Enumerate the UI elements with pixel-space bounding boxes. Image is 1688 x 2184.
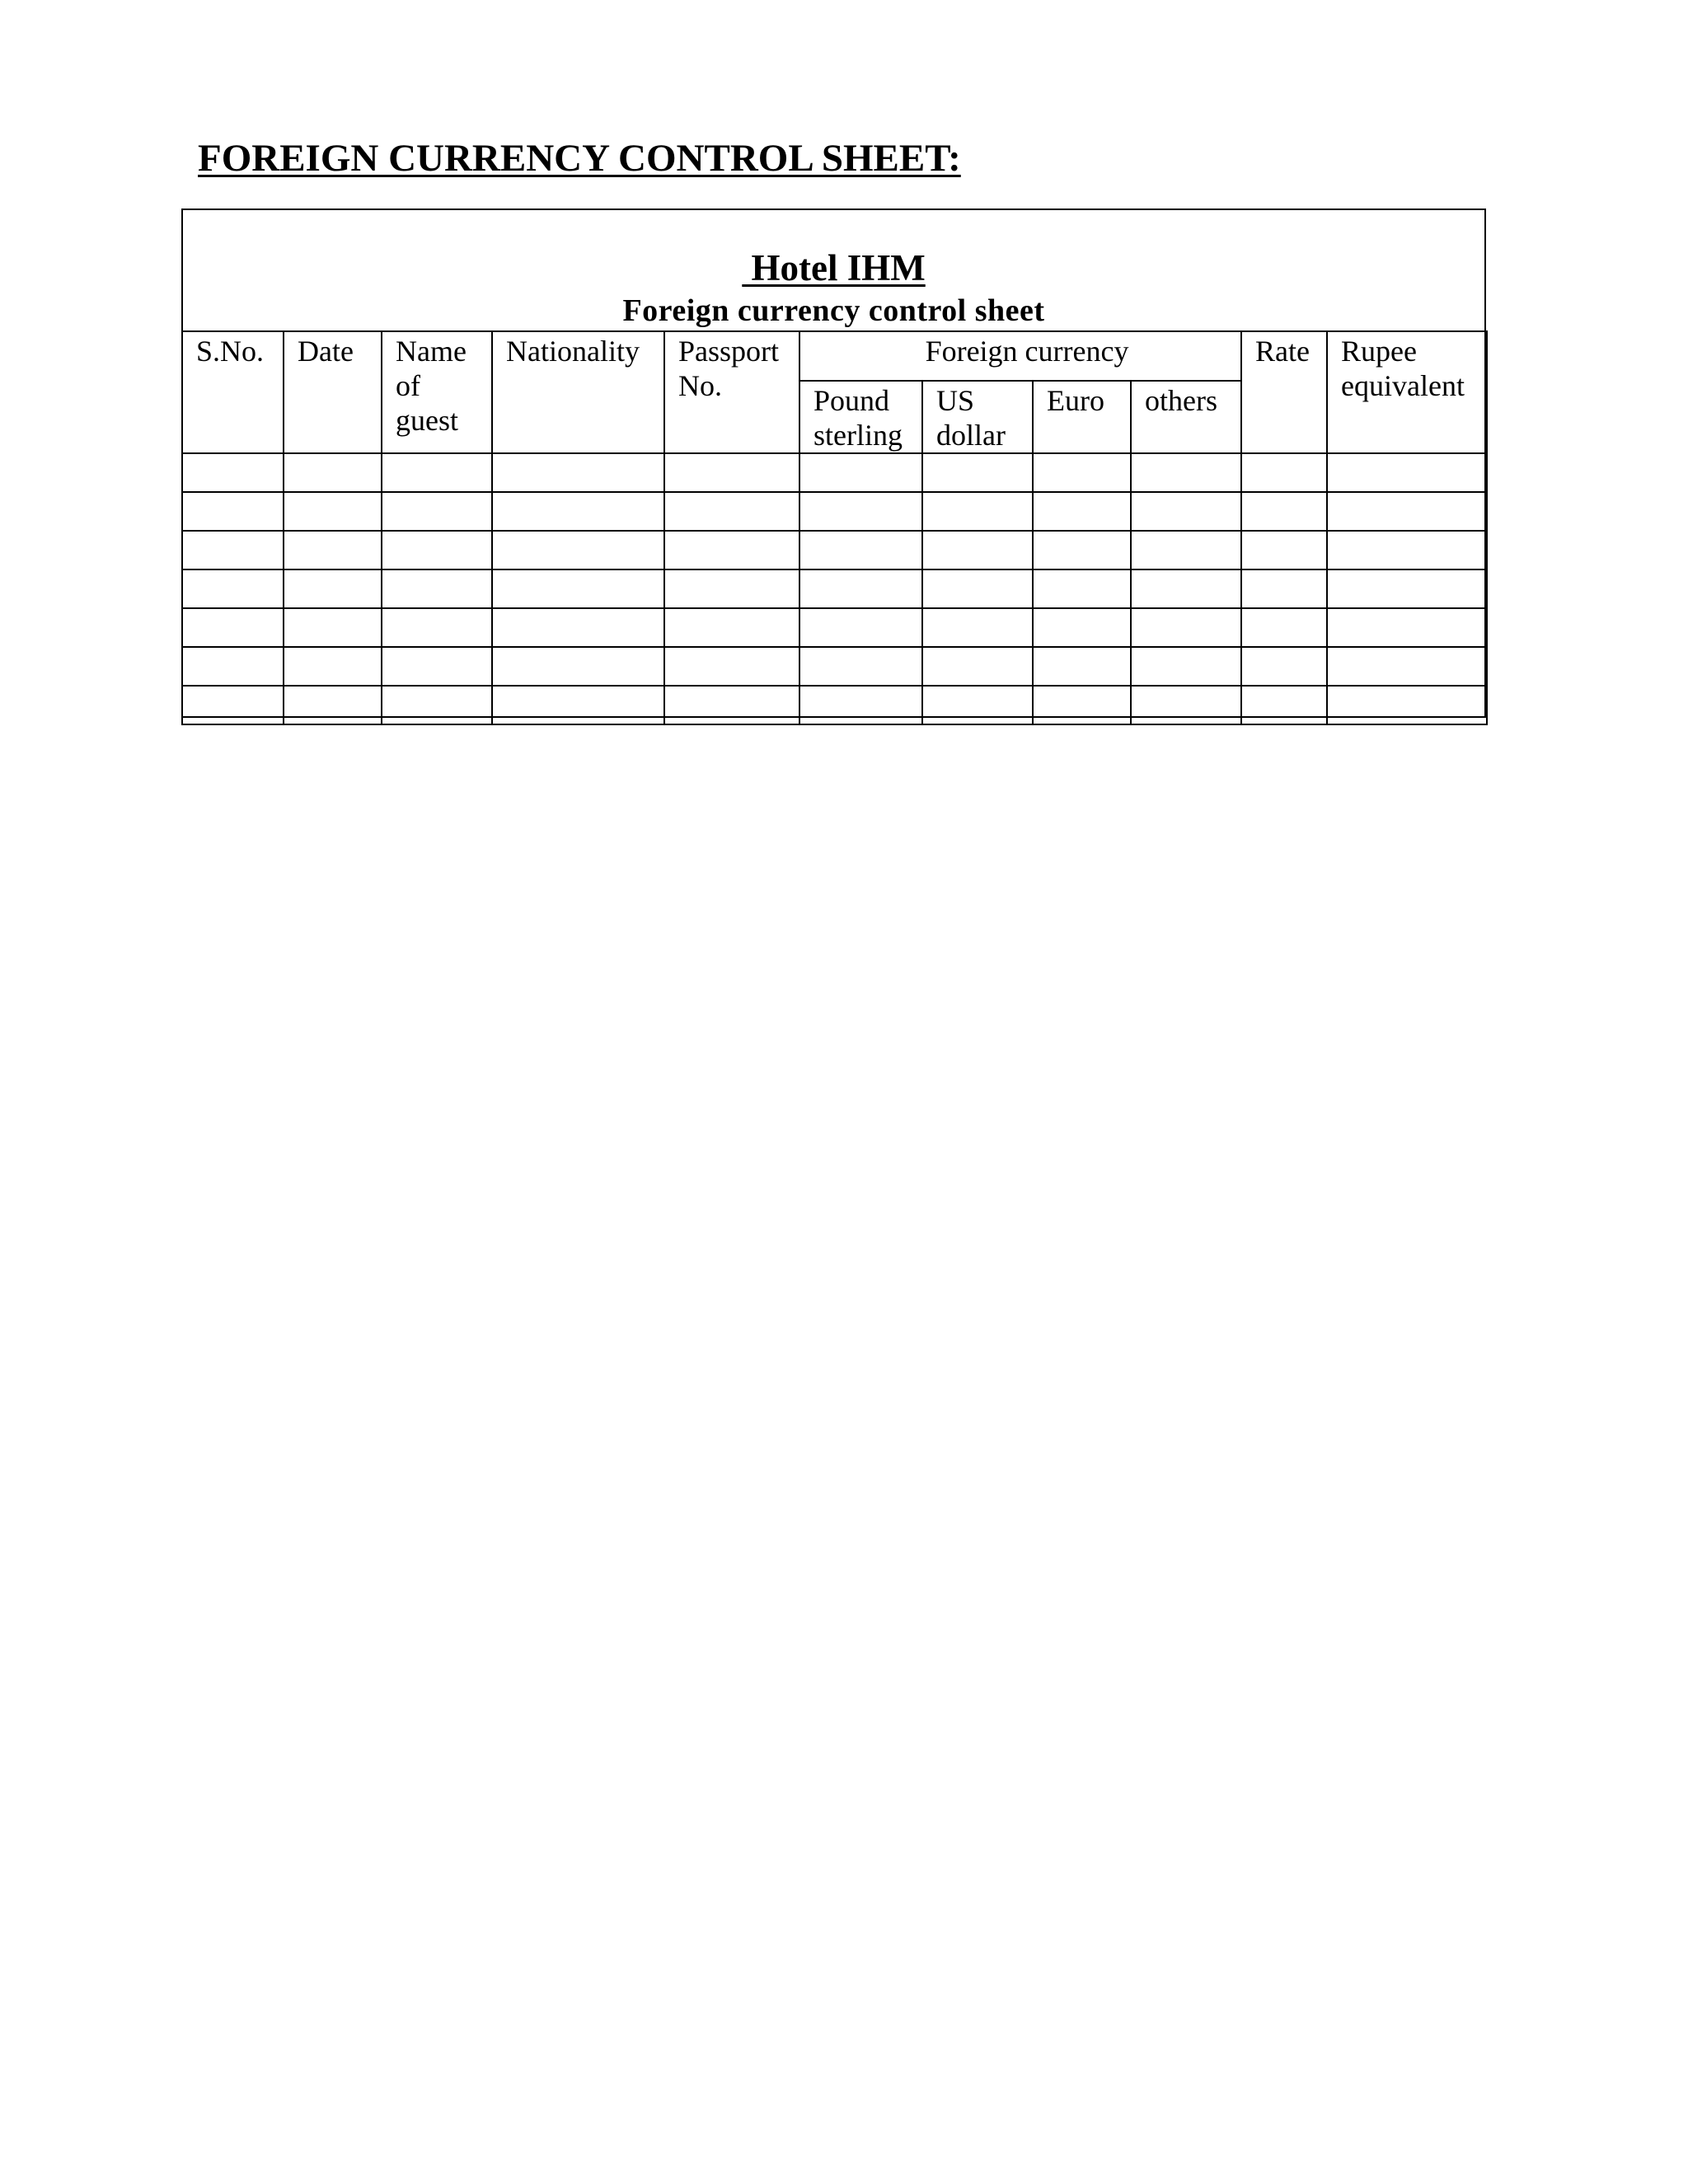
cell-name-of-guest <box>382 492 492 531</box>
cell-passport-no <box>664 686 799 724</box>
cell-sno <box>182 647 284 686</box>
cell-nationality <box>492 686 664 724</box>
header-name-of-guest <box>382 331 492 453</box>
header-us-dollar-label: US dollar <box>936 384 1006 452</box>
cell-name-of-guest <box>382 686 492 724</box>
cell-pound-sterling <box>799 492 922 531</box>
cell-date <box>284 608 382 647</box>
header-foreign-currency <box>799 331 1241 381</box>
cell-rate <box>1241 453 1327 492</box>
header-us-dollar <box>922 381 1033 453</box>
cell-rupee-equivalent <box>1327 531 1487 569</box>
cell-others <box>1131 453 1241 492</box>
table-row <box>182 608 1487 647</box>
header-rupee-equivalent-label: Rupee equivalent <box>1341 335 1465 402</box>
header-rupee-equivalent <box>1327 331 1487 453</box>
table-row <box>182 647 1487 686</box>
cell-name-of-guest <box>382 647 492 686</box>
cell-us-dollar <box>922 492 1033 531</box>
cell-nationality <box>492 569 664 608</box>
header-euro <box>1033 381 1131 453</box>
cell-others <box>1131 569 1241 608</box>
table-row <box>182 492 1487 531</box>
cell-passport-no <box>664 608 799 647</box>
cell-us-dollar <box>922 569 1033 608</box>
cell-sno <box>182 531 284 569</box>
header-rate <box>1241 331 1327 453</box>
cell-euro <box>1033 647 1131 686</box>
cell-rupee-equivalent <box>1327 569 1487 608</box>
cell-us-dollar <box>922 608 1033 647</box>
cell-name-of-guest <box>382 608 492 647</box>
header-nationality-label: Nationality <box>506 335 640 368</box>
cell-passport-no <box>664 492 799 531</box>
cell-pound-sterling <box>799 569 922 608</box>
cell-euro <box>1033 686 1131 724</box>
header-date <box>284 331 382 453</box>
cell-passport-no <box>664 647 799 686</box>
cell-date <box>284 531 382 569</box>
cell-sno <box>182 453 284 492</box>
header-sno <box>182 331 284 453</box>
cell-rupee-equivalent <box>1327 686 1487 724</box>
header-foreign-currency-label: Foreign currency <box>925 335 1129 368</box>
header-others <box>1131 381 1241 453</box>
cell-us-dollar <box>922 686 1033 724</box>
cell-pound-sterling <box>799 647 922 686</box>
cell-euro <box>1033 569 1131 608</box>
cell-nationality <box>492 608 664 647</box>
sheet-subtitle: Foreign currency control sheet <box>622 293 1045 328</box>
header-euro-label: Euro <box>1047 384 1104 417</box>
header-nationality <box>492 331 664 453</box>
cell-rupee-equivalent <box>1327 492 1487 531</box>
cell-nationality <box>492 531 664 569</box>
cell-others <box>1131 647 1241 686</box>
table-row <box>182 569 1487 608</box>
cell-sno <box>182 569 284 608</box>
cell-pound-sterling <box>799 686 922 724</box>
table-row <box>182 686 1487 724</box>
header-sno-label: S.No. <box>196 335 265 368</box>
cell-rate <box>1241 492 1327 531</box>
cell-date <box>284 686 382 724</box>
header-others-label: others <box>1145 384 1217 417</box>
cell-sno <box>182 492 284 531</box>
cell-sno <box>182 608 284 647</box>
cell-rupee-equivalent <box>1327 647 1487 686</box>
header-name-of-guest-label: Name of guest <box>396 335 467 437</box>
cell-name-of-guest <box>382 453 492 492</box>
cell-pound-sterling <box>799 531 922 569</box>
header-passport-no-label: Passport No. <box>678 335 780 402</box>
cell-others <box>1131 608 1241 647</box>
page-heading: FOREIGN CURRENCY CONTROL SHEET: <box>198 137 961 180</box>
cell-rate <box>1241 569 1327 608</box>
sheet-title-block <box>183 210 1484 332</box>
cell-pound-sterling <box>799 453 922 492</box>
cell-others <box>1131 531 1241 569</box>
header-rate-label: Rate <box>1255 335 1311 368</box>
header-passport-no <box>664 331 799 453</box>
cell-name-of-guest <box>382 569 492 608</box>
header-pound-sterling <box>799 381 922 453</box>
cell-us-dollar <box>922 647 1033 686</box>
cell-passport-no <box>664 453 799 492</box>
cell-euro <box>1033 492 1131 531</box>
cell-passport-no <box>664 569 799 608</box>
cell-date <box>284 453 382 492</box>
cell-others <box>1131 492 1241 531</box>
cell-passport-no <box>664 531 799 569</box>
cell-nationality <box>492 453 664 492</box>
cell-nationality <box>492 647 664 686</box>
header-date-label: Date <box>298 335 354 368</box>
currency-table <box>181 330 1488 725</box>
cell-us-dollar <box>922 531 1033 569</box>
cell-pound-sterling <box>799 608 922 647</box>
cell-rate <box>1241 608 1327 647</box>
cell-name-of-guest <box>382 531 492 569</box>
cell-sno <box>182 686 284 724</box>
control-sheet <box>181 209 1486 718</box>
table-row <box>182 531 1487 569</box>
cell-rate <box>1241 647 1327 686</box>
hotel-name: Hotel IHM <box>742 247 926 288</box>
cell-us-dollar <box>922 453 1033 492</box>
cell-others <box>1131 686 1241 724</box>
cell-euro <box>1033 453 1131 492</box>
cell-rate <box>1241 686 1327 724</box>
cell-date <box>284 492 382 531</box>
cell-rate <box>1241 531 1327 569</box>
header-pound-sterling-label: Pound sterling <box>814 384 903 452</box>
cell-euro <box>1033 531 1131 569</box>
cell-date <box>284 569 382 608</box>
cell-rupee-equivalent <box>1327 608 1487 647</box>
cell-euro <box>1033 608 1131 647</box>
cell-rupee-equivalent <box>1327 453 1487 492</box>
table-row <box>182 453 1487 492</box>
cell-date <box>284 647 382 686</box>
table-body <box>182 453 1487 724</box>
cell-nationality <box>492 492 664 531</box>
